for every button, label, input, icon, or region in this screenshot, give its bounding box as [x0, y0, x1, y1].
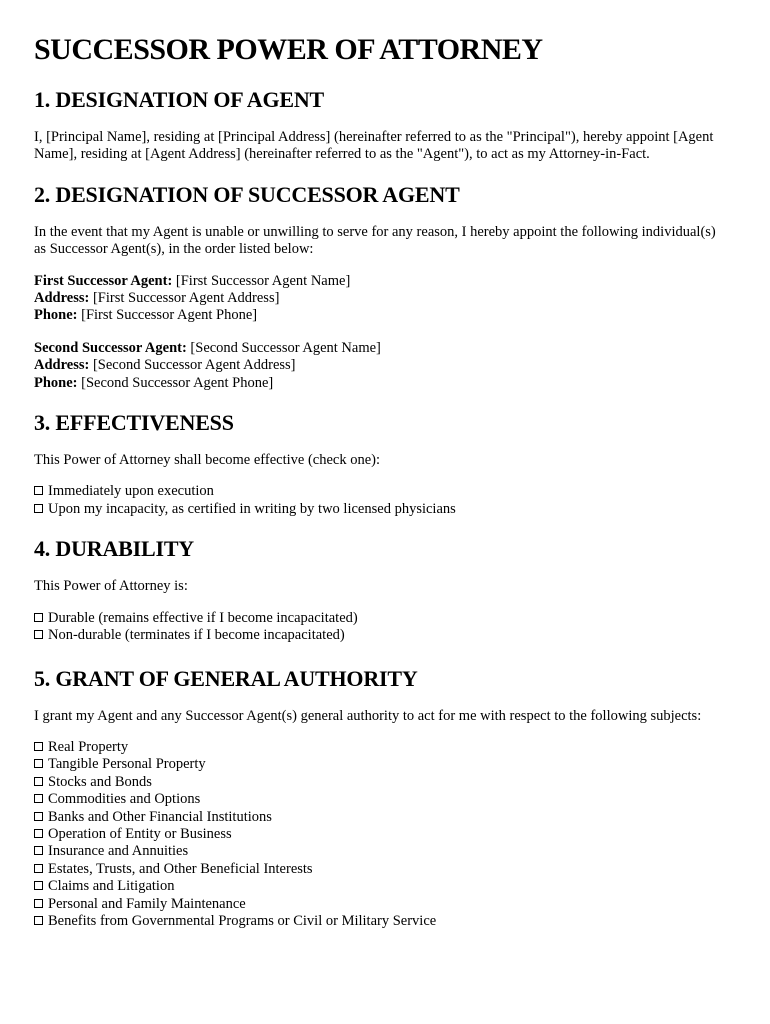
- authority-option-label: Personal and Family Maintenance: [48, 895, 246, 912]
- section-1-heading: 1. DESIGNATION OF AGENT: [34, 87, 325, 112]
- authority-option-label: Tangible Personal Property: [48, 756, 206, 773]
- first-successor-address-label: Address:: [34, 290, 90, 307]
- authority-option[interactable]: [34, 913, 730, 930]
- effectiveness-option-label: Upon my incapacity, as certified in writing by two licensed physicians: [48, 500, 456, 517]
- authority-option-label: Benefits from Governmental Programs or Civil or Military Service: [48, 912, 437, 929]
- effectiveness-option-label: Immediately upon execution: [48, 483, 214, 500]
- durability-option[interactable]: [34, 627, 730, 644]
- durability-option[interactable]: [34, 610, 730, 627]
- checkbox-icon[interactable]: [34, 864, 43, 873]
- authority-option[interactable]: [34, 774, 730, 791]
- authority-option[interactable]: [34, 791, 730, 808]
- authority-option[interactable]: [34, 843, 730, 860]
- checkbox-icon[interactable]: [34, 899, 43, 908]
- section-2-heading: 2. DESIGNATION OF SUCCESSOR AGENT: [34, 181, 460, 207]
- effectiveness-option[interactable]: [34, 483, 730, 500]
- authority-option-label: Insurance and Annuities: [48, 843, 189, 860]
- first-successor-address-value: [First Successor Agent Address]: [92, 290, 280, 307]
- checkbox-icon[interactable]: [34, 759, 43, 768]
- authority-option[interactable]: [34, 809, 730, 826]
- section-4-heading: 4. DURABILITY: [34, 536, 194, 562]
- first-successor-block: [34, 273, 730, 325]
- authority-option-label: Claims and Litigation: [48, 878, 175, 895]
- authority-option[interactable]: [34, 756, 730, 773]
- checkbox-icon[interactable]: [34, 742, 43, 751]
- section-3-heading: 3. EFFECTIVENESS: [34, 410, 234, 436]
- first-successor-phone-label: Phone:: [34, 307, 78, 324]
- second-successor-block: [34, 340, 730, 392]
- second-successor-phone-label: Phone:: [34, 374, 78, 391]
- checkbox-icon[interactable]: [34, 846, 43, 855]
- section-4-intro: This Power of Attorney is:: [34, 578, 188, 595]
- authority-option[interactable]: [34, 826, 730, 843]
- section-5-heading: 5. GRANT OF GENERAL AUTHORITY: [34, 665, 418, 691]
- checkbox-icon[interactable]: [34, 794, 43, 803]
- authority-option-label: Operation of Entity or Business: [48, 825, 232, 842]
- section-2-intro: In the event that my Agent is unable or unwilling to serve for any reason, I hereby appoint the following individual(s) as Successor Agent(s), in the order listed below:: [34, 223, 716, 258]
- authority-option-label: Stocks and Bonds: [48, 773, 152, 790]
- checkbox-icon[interactable]: [34, 630, 43, 639]
- checkbox-icon[interactable]: [34, 812, 43, 821]
- section-5-intro: I grant my Agent and any Successor Agent(s) general authority to act for me with respect to the following subjects:: [34, 707, 702, 724]
- authority-options: [34, 739, 730, 930]
- first-successor-phone-line: [34, 307, 730, 324]
- checkbox-icon[interactable]: [34, 829, 43, 838]
- durability-option-label: Non-durable (terminates if I become incapacitated): [48, 627, 345, 644]
- second-successor-agent-label: Second Successor Agent:: [34, 339, 187, 356]
- section-3-intro: This Power of Attorney shall become effective (check one):: [34, 452, 380, 469]
- durability-options: [34, 610, 730, 645]
- authority-option[interactable]: [34, 878, 730, 895]
- second-successor-phone-line: [34, 375, 730, 392]
- second-successor-address-label: Address:: [34, 357, 90, 374]
- first-successor-agent-line: [34, 273, 730, 290]
- effectiveness-options: [34, 483, 730, 518]
- second-successor-agent-line: [34, 340, 730, 357]
- second-successor-address-value: [Second Successor Agent Address]: [92, 357, 296, 374]
- first-successor-agent-label: First Successor Agent:: [34, 272, 173, 289]
- first-successor-address-line: [34, 290, 730, 307]
- checkbox-icon[interactable]: [34, 881, 43, 890]
- authority-option[interactable]: [34, 739, 730, 756]
- authority-option[interactable]: [34, 861, 730, 878]
- checkbox-icon[interactable]: [34, 777, 43, 786]
- section-1-body: I, [Principal Name], residing at [Principal Address] (hereinafter referred to as the "Principal"), hereby appoint [Agent Name], residing at [Agent Address] (hereinafter referred to as the "Agent"), to act as my Attorney-in-Fact.: [34, 129, 714, 163]
- authority-option-label: Commodities and Options: [48, 791, 201, 808]
- authority-option-label: Real Property: [48, 738, 129, 755]
- checkbox-icon[interactable]: [34, 486, 43, 495]
- first-successor-agent-value: [First Successor Agent Name]: [175, 272, 351, 289]
- checkbox-icon[interactable]: [34, 504, 43, 513]
- first-successor-phone-value: [First Successor Agent Phone]: [81, 307, 258, 324]
- checkbox-icon[interactable]: [34, 613, 43, 622]
- durability-option-label: Durable (remains effective if I become incapacitated): [48, 609, 358, 626]
- effectiveness-option[interactable]: [34, 501, 730, 518]
- authority-option[interactable]: [34, 896, 730, 913]
- second-successor-agent-value: [Second Successor Agent Name]: [190, 339, 381, 356]
- second-successor-phone-value: [Second Successor Agent Phone]: [81, 374, 274, 391]
- authority-option-label: Banks and Other Financial Institutions: [48, 808, 272, 825]
- checkbox-icon[interactable]: [34, 916, 43, 925]
- authority-option-label: Estates, Trusts, and Other Beneficial Interests: [48, 860, 313, 877]
- document-title: SUCCESSOR POWER OF ATTORNEY: [34, 33, 543, 66]
- second-successor-address-line: [34, 357, 730, 374]
